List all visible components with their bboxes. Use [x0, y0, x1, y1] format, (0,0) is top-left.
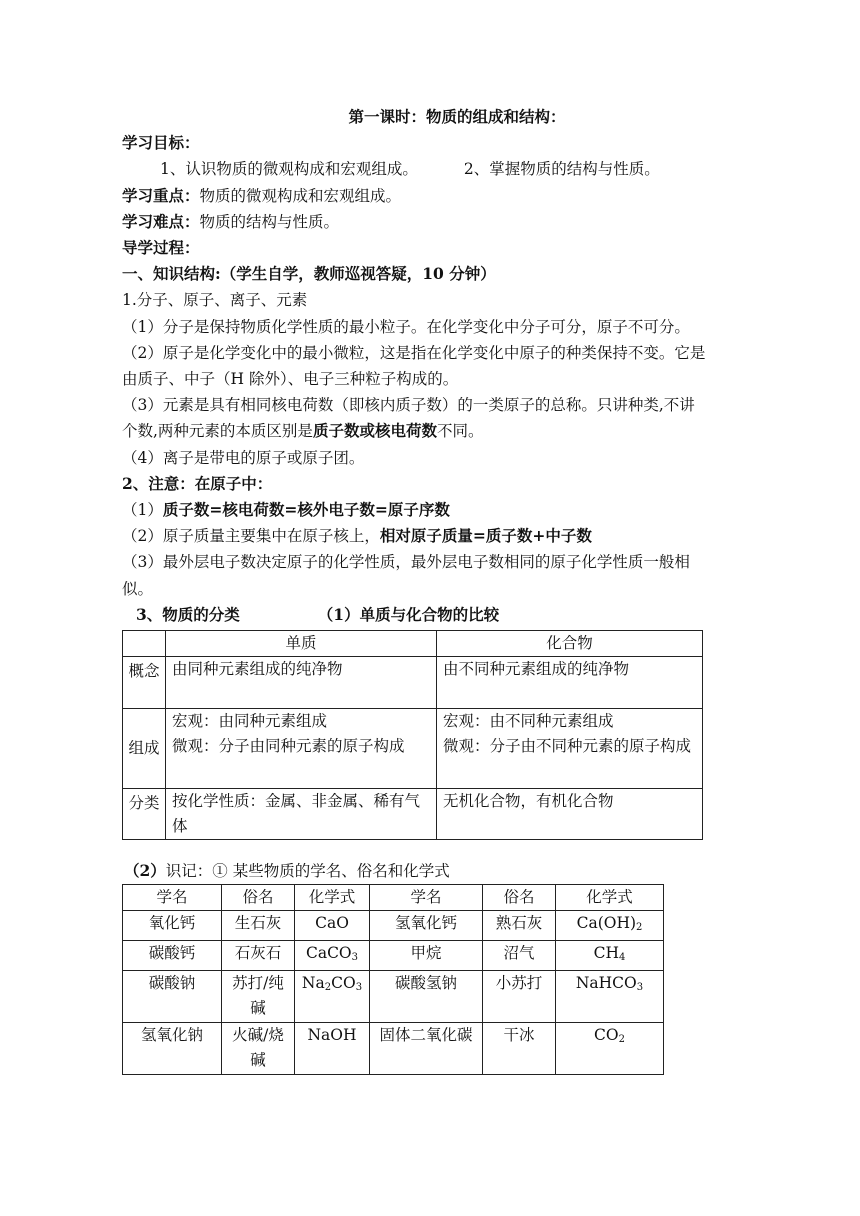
substance-names-table — [122, 884, 664, 1075]
formula-text: CaCO — [305, 944, 352, 963]
row-label: 组成 — [123, 709, 166, 789]
formula-subscript: 3 — [351, 952, 359, 964]
key-points — [122, 183, 708, 209]
paragraph-4: （4）离子是带电的原子或原子团。 — [122, 448, 365, 467]
formula-subscript: 4 — [619, 952, 626, 964]
table-header-cell: 俗名 — [222, 885, 295, 911]
row-label: 分类 — [123, 789, 166, 840]
table-row — [123, 971, 664, 1023]
table-cell: 甲烷 — [370, 941, 483, 971]
comparison-table — [122, 630, 703, 840]
memo-heading — [122, 858, 708, 884]
note-1-prefix: （1） — [122, 501, 163, 520]
table-cell: 熟石灰 — [483, 911, 556, 941]
table-header-cell: 学名 — [370, 885, 483, 911]
subsection-2-title: 2、注意：在原子中： — [122, 473, 273, 493]
row-label: 概念 — [123, 657, 166, 709]
table-cell — [437, 709, 703, 789]
page-title: 第一课时：物质的组成和结构： — [348, 107, 566, 126]
table-cell — [166, 709, 437, 789]
table-header-row — [123, 885, 664, 911]
table-cell — [556, 911, 664, 941]
note-1 — [122, 497, 708, 523]
table-header-cell: 俗名 — [483, 885, 556, 911]
table-row — [123, 1023, 664, 1075]
table-row — [123, 789, 703, 840]
memo-text: 识记：① 某些物质的学名、俗名和化学式 — [165, 862, 450, 881]
formula-text: CO — [331, 974, 356, 993]
table-cell — [556, 971, 664, 1023]
table-cell — [556, 1023, 664, 1075]
cell-line: 宏观：由同种元素组成 — [172, 712, 328, 731]
key-text: 物质的微观构成和宏观组成。 — [199, 186, 402, 205]
table-cell: 火碱/烧碱 — [222, 1023, 295, 1075]
table-row — [123, 709, 703, 789]
document-page — [122, 100, 708, 1075]
goal-2: 2、掌握物质的结构与性质。 — [463, 160, 660, 179]
formula-text: Ca(OH) — [576, 914, 637, 933]
paragraph-3-bold: 质子数或核电荷数 — [312, 421, 437, 441]
table-header-cell: 化学式 — [295, 885, 370, 911]
table-cell: 氢氧化钙 — [370, 911, 483, 941]
paragraph-3 — [122, 392, 708, 444]
table-cell: 固体二氧化碳 — [370, 1023, 483, 1075]
table-cell: 氧化钙 — [123, 911, 222, 941]
cell-line: 微观：分子由不同种元素的原子构成 — [443, 737, 692, 756]
table-cell: 由同种元素组成的纯净物 — [166, 657, 437, 709]
table-header-cell — [123, 631, 166, 657]
table-cell: 干冰 — [483, 1023, 556, 1075]
paragraph-3-text: （3）元素是具有相同核电荷数（即核内质子数）的一类原子的总称。只讲种类,不讲个数,两种元素的本质区别是 — [122, 396, 695, 441]
comparison-subtitle: （1）单质与化合物的比较 — [317, 604, 500, 624]
table-cell: 苏打/纯碱 — [222, 971, 295, 1023]
formula-text: Na — [301, 974, 325, 993]
process-label: 导学过程： — [122, 238, 200, 258]
memo-prefix: （2） — [124, 861, 166, 881]
formula-text: CO — [594, 1026, 619, 1045]
table-cell: 碳酸氢钠 — [370, 971, 483, 1023]
table-cell: 生石灰 — [222, 911, 295, 941]
subsection-3-title-line — [122, 602, 708, 628]
table-cell — [295, 971, 370, 1023]
goals-label: 学习目标： — [122, 133, 200, 153]
formula-subscript: 2 — [618, 1034, 625, 1046]
table-cell: 碳酸钙 — [123, 941, 222, 971]
table-cell: 氢氧化钠 — [123, 1023, 222, 1075]
formula-text: CH — [593, 944, 619, 963]
table-cell: 由不同种元素组成的纯净物 — [437, 657, 703, 709]
paragraph-3-end: 不同。 — [436, 422, 484, 441]
table-header-cell: 单质 — [166, 631, 437, 657]
cell-line: 微观：分子由同种元素的原子构成 — [172, 737, 405, 756]
note-2-bold: 相对原子质量=质子数+中子数 — [379, 526, 592, 546]
note-2-text: （2）原子质量主要集中在原子核上， — [122, 527, 380, 546]
goals-line — [122, 156, 708, 182]
formula-text: NaHCO — [575, 974, 637, 993]
paragraph-2: （2）原子是化学变化中的最小微粒，这是指在化学变化中原子的种类保持不变。它是由质子、中子（H 除外）、电子三种粒子构成的。 — [122, 343, 706, 389]
subsection-1-title: 1.分子、原子、离子、元素 — [122, 291, 308, 310]
table-cell — [556, 941, 664, 971]
table-cell: 碳酸钠 — [123, 971, 222, 1023]
table-header-cell: 学名 — [123, 885, 222, 911]
section-1-heading: 一、知识结构:（学生自学，教师巡视答疑，10 分钟） — [122, 264, 496, 284]
table-cell: 沼气 — [483, 941, 556, 971]
table-cell: 无机化合物，有机化合物 — [437, 789, 703, 840]
note-3: （3）最外层电子数决定原子的化学性质，最外层电子数相同的原子化学性质一般相似。 — [122, 553, 690, 598]
table-cell: 石灰石 — [222, 941, 295, 971]
table-header-row — [123, 631, 703, 657]
table-cell: 按化学性质：金属、非金属、稀有气体 — [166, 789, 437, 840]
table-cell: NaOH — [295, 1023, 370, 1075]
difficult-points — [122, 209, 708, 235]
paragraph-1: （1）分子是保持物质化学性质的最小粒子。在化学变化中分子可分，原子不可分。 — [122, 317, 690, 336]
diff-text: 物质的结构与性质。 — [199, 212, 340, 231]
table-header-cell: 化合物 — [437, 631, 703, 657]
key-label: 学习重点： — [122, 185, 200, 205]
table-row — [123, 911, 664, 941]
table-cell — [295, 941, 370, 971]
cell-line: 宏观：由不同种元素组成 — [443, 712, 614, 731]
table-header-cell: 化学式 — [556, 885, 664, 911]
note-1-bold: 质子数=核电荷数=核外电子数=原子序数 — [162, 500, 450, 520]
subsection-3-title: 3、物质的分类 — [136, 604, 240, 624]
goal-1: 1、认识物质的微观构成和宏观组成。 — [160, 160, 418, 179]
formula-subscript: 2 — [324, 982, 332, 994]
table-row — [123, 657, 703, 709]
table-cell: CaO — [295, 911, 370, 941]
diff-label: 学习难点： — [122, 211, 200, 231]
formula-subscript: 3 — [355, 982, 363, 994]
formula-subscript: 2 — [636, 922, 643, 934]
note-2 — [122, 523, 708, 549]
formula-subscript: 3 — [636, 982, 644, 994]
table-row — [123, 941, 664, 971]
table-cell: 小苏打 — [483, 971, 556, 1023]
